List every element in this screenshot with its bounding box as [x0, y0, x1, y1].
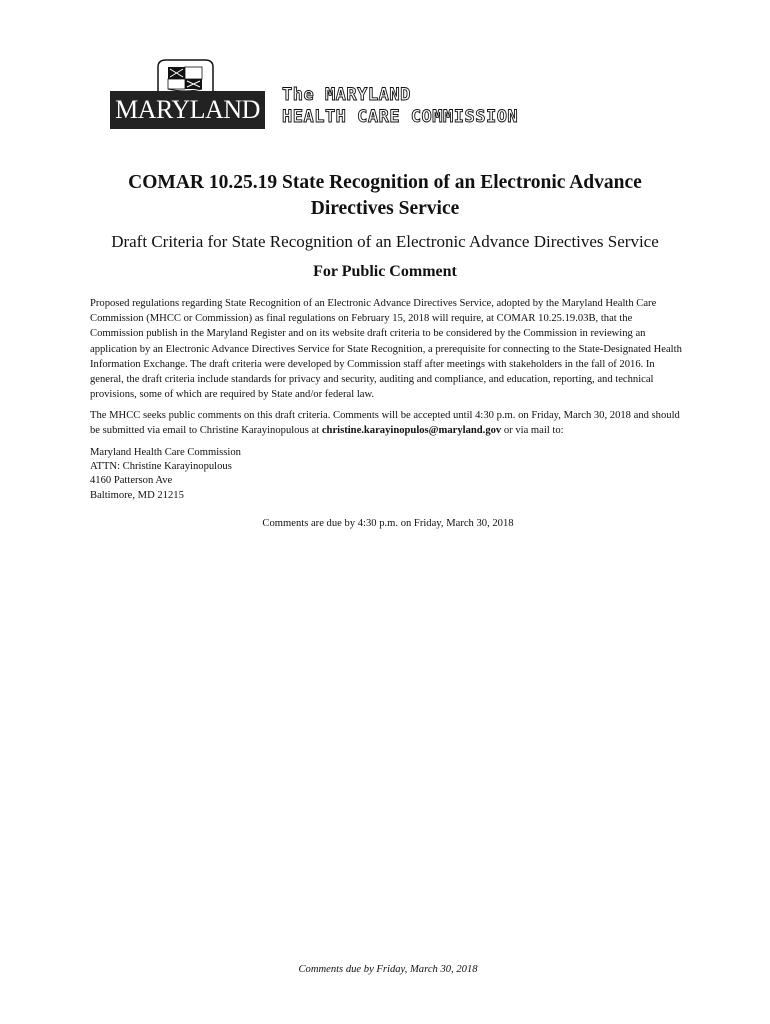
mailing-address [90, 446, 241, 503]
address-line-2: ATTN: Christine Karayinopulous [90, 461, 232, 473]
logo-commission-name [282, 84, 518, 128]
due-date-note: Comments are due by 4:30 p.m. on Friday, March 30, 2018 [262, 518, 514, 529]
document-subtitle: Draft Criteria for State Recognition of an Electronic Advance Directives Service [111, 232, 659, 251]
email-link[interactable]: christine.karayinopulos@maryland.gov [321, 425, 502, 437]
comments-text-after: or via mail to: [501, 425, 564, 437]
intro-paragraph: Proposed regulations regarding State Recognition of an Electronic Advance Directives Service, adopted by the Maryland Health Care Commission (MHCC or Commission) as final regulations on February 15, 2018 will require, at COMAR 10.25.19.03B, that the Commission publish in the Maryland Register and on its website draft criteria to be considered by the Commission in reviewing an application by an Electronic Advance Directives Service for State Recognition, a prerequisite for connecting to the State-Designated Health Information Exchange. The draft criteria were developed by Commission staff after meetings with stakeholders in the fall of 2016. In general, the draft criteria include standards for privacy and security, auditing and compliance, and education, reporting, and technical provisions, some of which are required by State and/or federal law. [90, 298, 682, 401]
page-footer: Comments due by Friday, March 30, 2018 [298, 964, 478, 975]
address-line-4: Baltimore, MD 21215 [90, 489, 184, 501]
mhcc-logo [110, 57, 590, 129]
logo-line-2: HEALTH CARE COMMISSION [282, 107, 519, 127]
logo-line-1: The MARYLAND [282, 85, 411, 105]
comments-paragraph [90, 408, 686, 438]
address-line-1: Maryland Health Care Commission [90, 447, 241, 458]
maryland-emblem [110, 57, 265, 129]
address-line-3: 4160 Patterson Ave [90, 475, 173, 487]
public-comment-heading: For Public Comment [313, 263, 457, 280]
logo-maryland-wordmark: MARYLAND [110, 91, 265, 129]
comments-text-before: The MHCC seeks public comments on this draft criteria. Comments will be accepted until 4:30 p.m. on Friday, March 30, 2018 and should be submitted via email to Christine Karayinopulous at [90, 410, 680, 437]
document-title: COMAR 10.25.19 State Recognition of an Electronic Advance Directives Service [128, 172, 642, 219]
